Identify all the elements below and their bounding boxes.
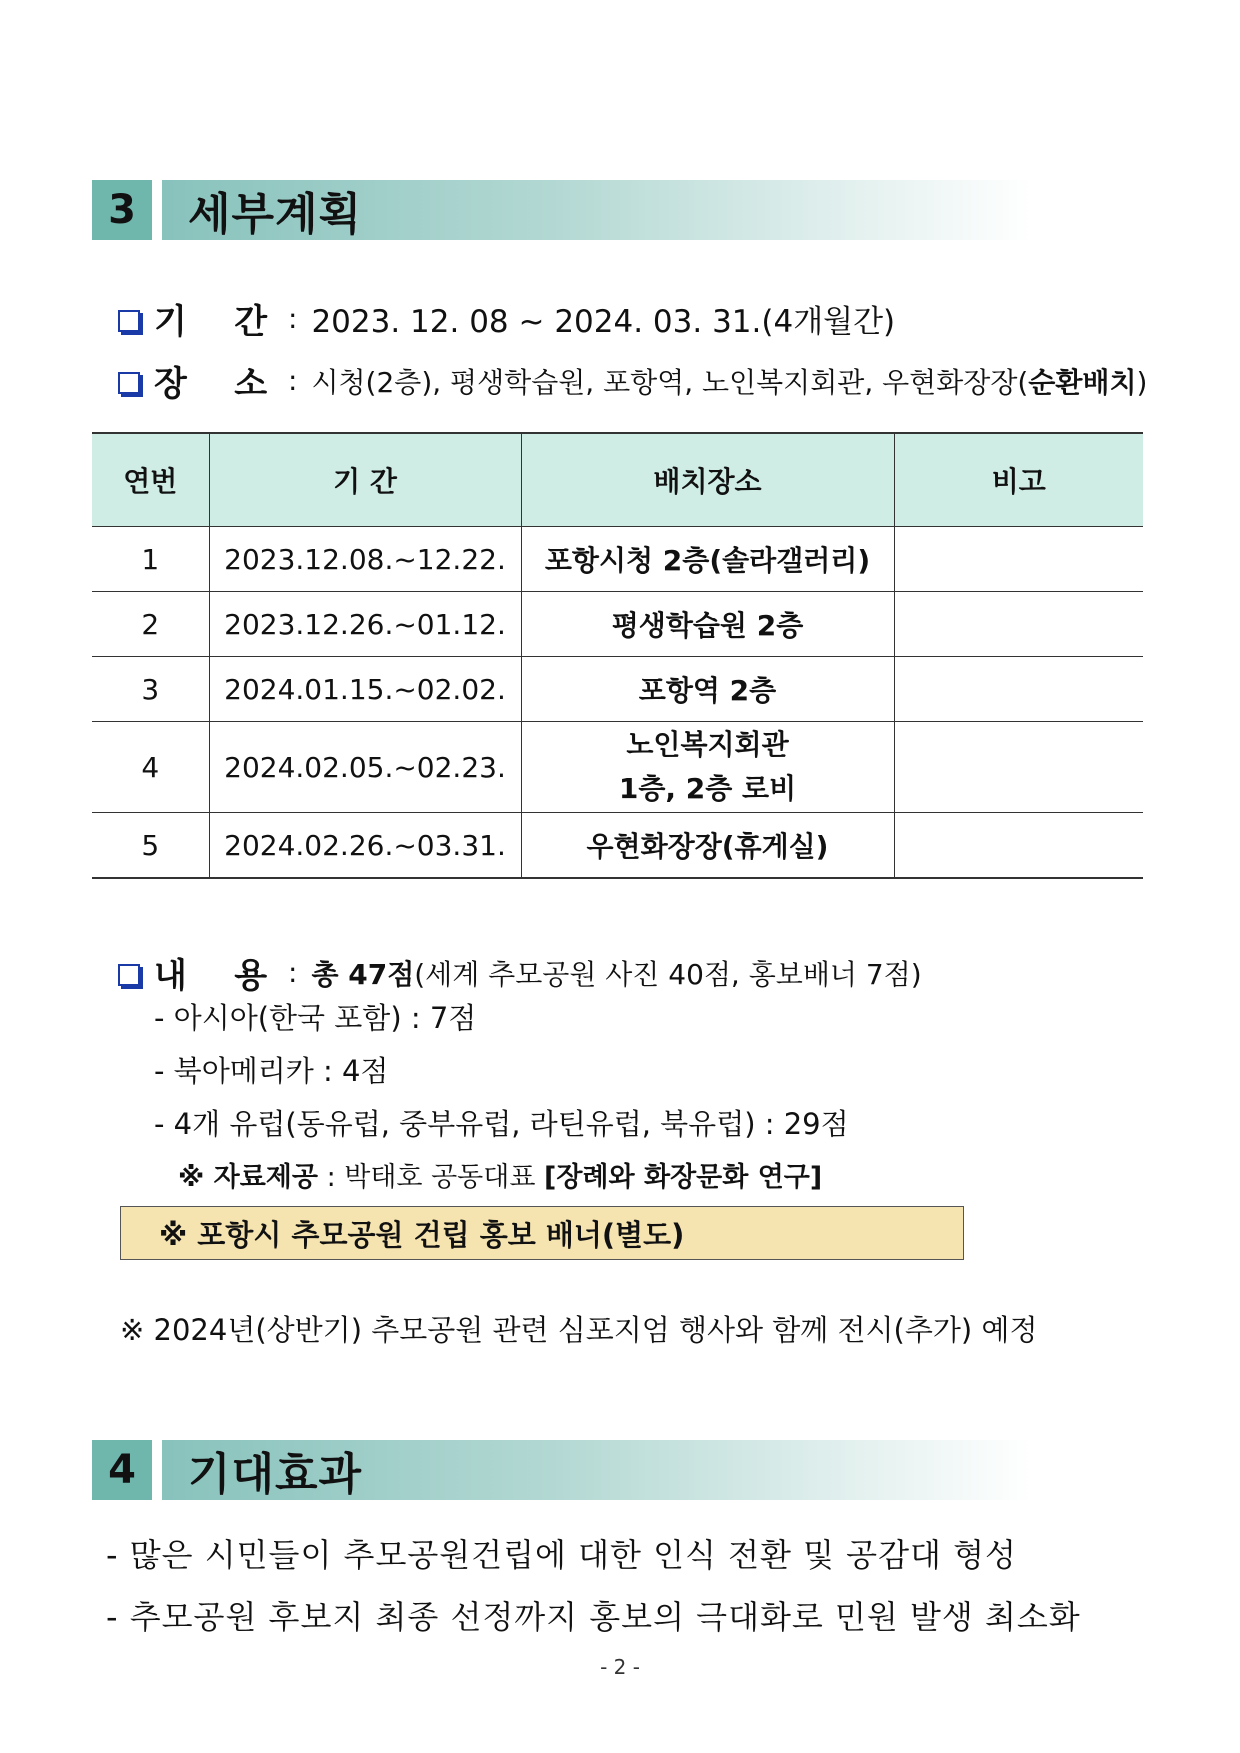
table-row [92, 813, 1143, 879]
section-4-header [92, 1440, 1032, 1502]
cell-period: 2024.01.15.~02.02. [209, 657, 521, 722]
source-title: [장례와 화장문화 연구] [544, 1162, 823, 1193]
content-item-asia: - 아시아(한국 포함) : 7점 [154, 1001, 477, 1035]
cell-place-line1: 노인복지회관 [626, 728, 789, 761]
header-place: 배치장소 [521, 433, 894, 527]
cell-no: 5 [92, 813, 209, 879]
header-no: 연번 [92, 433, 209, 527]
place-value-bold: 순환배치 [1028, 365, 1137, 399]
table-row [92, 592, 1143, 657]
header-note: 비고 [894, 433, 1143, 527]
schedule-table [92, 432, 1143, 879]
table-row [92, 722, 1143, 813]
cell-no: 3 [92, 657, 209, 722]
header-period: 기 간 [209, 433, 521, 527]
content-label: 내 용 [154, 956, 268, 996]
cell-place [521, 722, 894, 813]
place-value: 시청(2층), 평생학습원, 포항역, 노인복지회관, 우현화장장(순환배치) [311, 365, 1148, 399]
cell-note [894, 527, 1143, 592]
cell-note [894, 657, 1143, 722]
period-separator: : [288, 302, 298, 335]
cell-note [894, 813, 1143, 879]
section-title-bar [162, 180, 1032, 240]
checkbox-bullet-icon [118, 310, 140, 332]
section-title: 세부계획 [188, 189, 363, 240]
checkbox-bullet-icon [118, 372, 140, 394]
source-credit: ※ 자료제공 : 박태호 공동대표 [장례와 화장문화 연구] [178, 1162, 823, 1193]
place-label: 장 소 [154, 364, 268, 404]
table-row [92, 657, 1143, 722]
content-value: 총 47점(세계 추모공원 사진 40점, 홍보배너 7점) [311, 957, 922, 991]
place-line [118, 356, 1147, 405]
source-prefix: ※ 자료제공 [178, 1162, 318, 1193]
cell-no: 4 [92, 722, 209, 813]
section-3-header [92, 180, 1032, 242]
section-number: 4 [92, 1440, 152, 1500]
cell-place: 포항역 2층 [521, 657, 894, 722]
table-header-row [92, 433, 1143, 527]
section-number: 3 [92, 180, 152, 240]
cell-place: 포항시청 2층(솔라갤러리) [521, 527, 894, 592]
period-line [118, 294, 895, 343]
checkbox-bullet-icon [118, 964, 140, 986]
section-title-bar [162, 1440, 1032, 1500]
content-item-north-america: - 북아메리카 : 4점 [154, 1054, 389, 1088]
effect-item: - 많은 시민들이 추모공원건립에 대한 인식 전환 및 공감대 형성 [106, 1536, 1017, 1574]
page-number: - 2 - [600, 1655, 640, 1679]
cell-no: 1 [92, 527, 209, 592]
exhibition-note: ※ 2024년(상반기) 추모공원 관련 심포지엄 행사와 함께 전시(추가) 예정 [120, 1313, 1038, 1347]
place-separator: : [288, 364, 298, 397]
cell-place: 우현화장장(휴게실) [521, 813, 894, 879]
cell-period: 2023.12.08.~12.22. [209, 527, 521, 592]
period-value: 2023. 12. 08 ~ 2024. 03. 31.(4개월간) [311, 304, 896, 340]
cell-period: 2023.12.26.~01.12. [209, 592, 521, 657]
cell-note [894, 722, 1143, 813]
section-title: 기대효과 [188, 1449, 363, 1500]
cell-period: 2024.02.26.~03.31. [209, 813, 521, 879]
period-label: 기 간 [154, 302, 268, 342]
cell-place-line2: 1층, 2층 로비 [618, 772, 797, 805]
content-item-europe: - 4개 유럽(동유럽, 중부유럽, 라틴유럽, 북유럽) : 29점 [154, 1107, 849, 1141]
cell-no: 2 [92, 592, 209, 657]
content-line [118, 948, 922, 997]
cell-note [894, 592, 1143, 657]
effect-item: - 추모공원 후보지 최종 선정까지 홍보의 극대화로 민원 발생 최소화 [106, 1598, 1081, 1636]
content-separator: : [288, 956, 298, 989]
cell-period: 2024.02.05.~02.23. [209, 722, 521, 813]
table-row [92, 527, 1143, 592]
cell-place: 평생학습원 2층 [521, 592, 894, 657]
content-total: 총 47점 [311, 957, 415, 991]
banner-callout: ※ 포항시 추모공원 건립 홍보 배너(별도) [120, 1206, 964, 1260]
